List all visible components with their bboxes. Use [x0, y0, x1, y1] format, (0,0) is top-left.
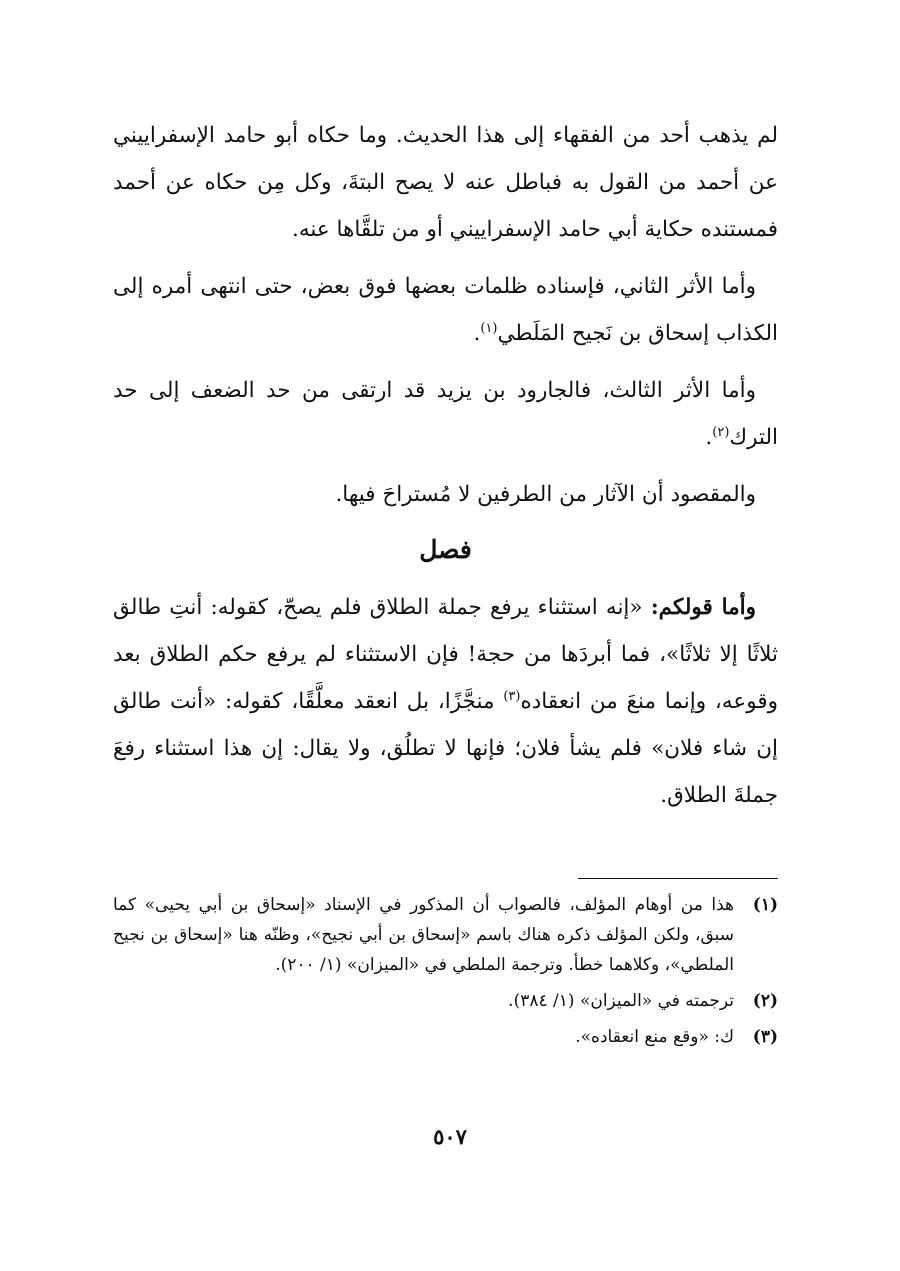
footnote-text: هذا من أوهام المؤلف، فالصواب أن المذكور في الإسناد «إسحاق بن أبي يحيى» كما سبق، ولكن المؤلف ذكره هناك باسم «إسحاق بن أبي نجيح»، وظنّه هنا «إسحاق بن نجيح الملطي»، وكلاهما خطأ. وترجمة الملطي في «الميزان» (١/ ٢٠٠). — [113, 895, 734, 975]
footnote-text: ترجمته في «الميزان» (١/ ٣٨٤). — [508, 991, 734, 1011]
paragraph-2-text: وأما الأثر الثاني، فإسناده ظلمات بعضها فوق بعض، حتى انتهى أمره إلى الكذاب إسحاق بن نَجيح المَلَطي — [113, 274, 778, 346]
paragraph-2 — [113, 263, 778, 357]
section-heading: فصل — [419, 535, 472, 564]
paragraph-3 — [113, 367, 778, 461]
page-number: ٥٠٧ — [433, 1124, 467, 1149]
footnote-text: ك: «وقع منع انعقاده». — [575, 1027, 734, 1047]
footnote-number: (٢) — [752, 991, 778, 1011]
footnote-number: (١) — [752, 895, 778, 915]
footnote-ref-2[interactable]: (٢) — [712, 424, 730, 440]
paragraph-5-text-b: منجَّزًا، بل انعقد معلَّقًا، كقوله: «أنت طالق إن شاء فلان» فلم يشأ فلان؛ فإنها لا تطلُق، ولا يقال: إن هذا استثناء رفعَ جملةَ الطلاق. — [113, 689, 778, 808]
footnote-ref-3[interactable]: (٣) — [503, 688, 521, 704]
footnote-1 — [113, 890, 778, 980]
paragraph-3-end: . — [705, 425, 713, 450]
paragraph-1: لم يذهب أحد من الفقهاء إلى هذا الحديث. وما حكاه أبو حامد الإسفراييني عن أحمد من القول به فباطل عنه لا يصح البتةَ، وكل مِن حكاه عن أحمد فمستنده حكاية أبي حامد الإسفراييني أو من تلقَّاها عنه. — [113, 123, 778, 242]
footnote-number: (٣) — [752, 1027, 778, 1047]
footnote-ref-1[interactable]: (١) — [480, 320, 498, 336]
paragraph-5 — [113, 584, 778, 819]
paragraph-5-text-a: «إنه استثناء يرفع جملة الطلاق فلم يصحّ، كقوله: أنتِ طالق ثلاثًا إلا ثلاثًا»، فما أبردَها من حجة! فإن الاستثناء لم يرفع حكم الطلاق بعد وقوعه، وإنما منعَ من انعقاده — [113, 595, 778, 714]
footnotes — [113, 890, 778, 1058]
footnote-2 — [113, 986, 778, 1016]
main-text — [113, 112, 778, 829]
paragraph-3-text: وأما الأثر الثالث، فالجارود بن يزيد قد ارتقى من حد الضعف إلى حد الترك — [113, 378, 778, 450]
footnote-separator — [578, 878, 778, 879]
paragraph-2-end: . — [473, 321, 481, 346]
footnote-3 — [113, 1022, 778, 1052]
paragraph-4: والمقصود أن الآثار من الطرفين لا مُستراحَ فيها. — [335, 482, 756, 507]
paragraph-5-lead: وأما قولكم: — [650, 595, 756, 620]
